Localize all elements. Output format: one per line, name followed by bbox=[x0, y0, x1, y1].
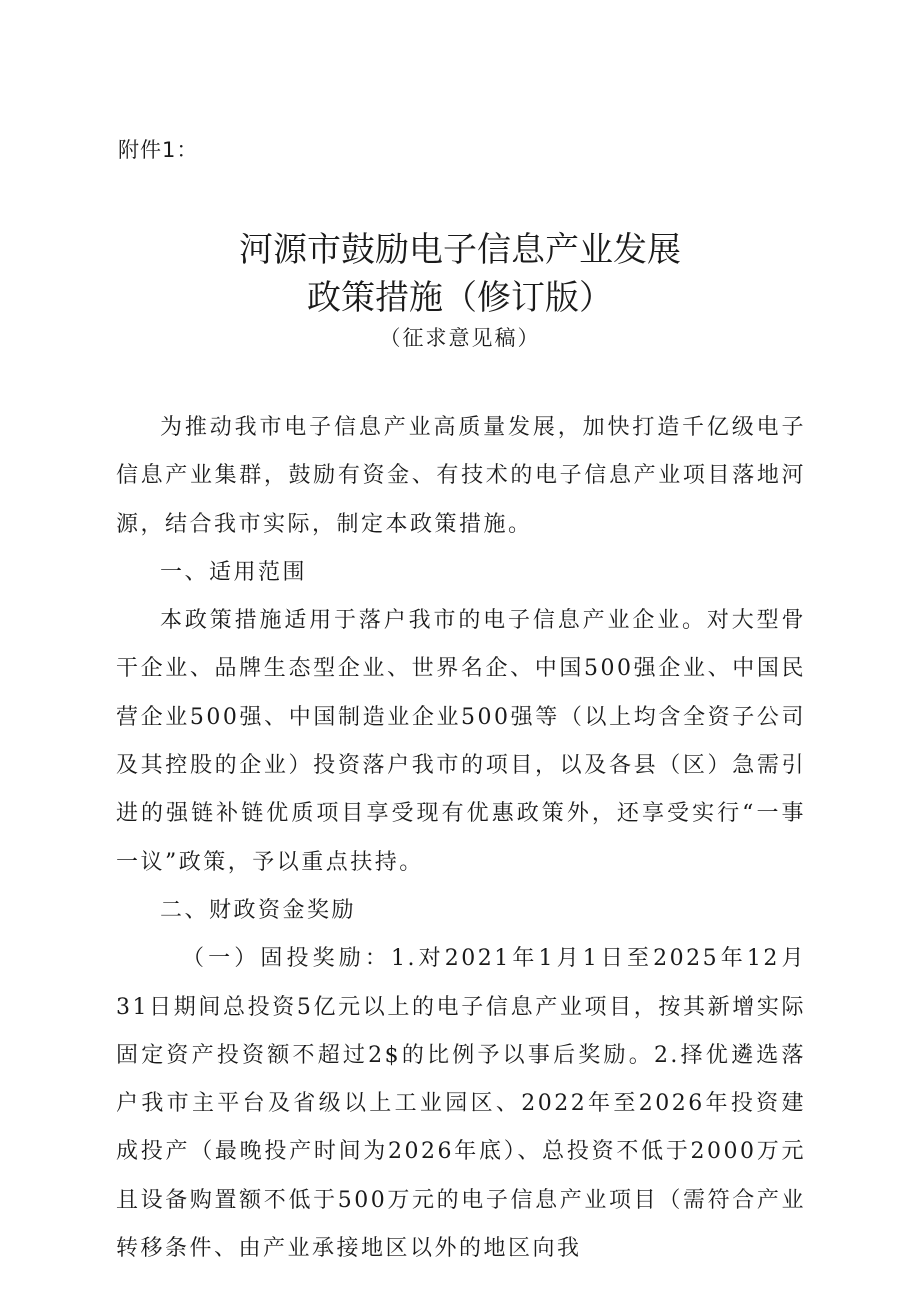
document-title-line-1: 河源市鼓励电子信息产业发展 bbox=[239, 230, 681, 270]
scope-paragraph: 本政策措施适用于落户我市的电子信息产业企业。对大型骨干企业、品牌生态型企业、世界名企、中国500强企业、中国民营企业500强、中国制造业企业500强等（以上均含全资子公司及其控股的企业）投资落户我市的项目，以及各县（区）急需引进的强链补链优质项目享受现有优惠政策外，还享受实行“一事一议”政策，予以重点扶持。 bbox=[116, 608, 806, 875]
attachment-label: 附件1： bbox=[118, 138, 199, 162]
section-heading-scope: 一、适用范围 bbox=[160, 559, 308, 585]
document-body bbox=[116, 404, 806, 1273]
intro-paragraph: 为推动我市电子信息产业高质量发展，加快打造千亿级电子信息产业集群，鼓励有资金、有技术的电子信息产业项目落地河源，结合我市实际，制定本政策措施。 bbox=[116, 415, 806, 537]
draft-subtitle: （征求意见稿） bbox=[379, 326, 541, 350]
document-title-line-2: 政策措施（修订版） bbox=[307, 278, 613, 318]
fixed-investment-reward-paragraph: （一）固投奖励：1.对2021年1月1日至2025年12月31日期间总投资5亿元以上的电子信息产业项目，按其新增实际固定资产投资额不超过2$的比例予以事后奖励。2.择优遴选落户我市主平台及省级以上工业园区、2022年至2026年投资建成投产（最晚投产时间为2026年底）、总投资不低于2000万元且设备购置额不低于500万元的电子信息产业项目（需符合产业转移条件、由产业承接地区以外的地区向我 bbox=[116, 946, 806, 1262]
section-heading-financial-reward: 二、财政资金奖励 bbox=[160, 897, 357, 923]
